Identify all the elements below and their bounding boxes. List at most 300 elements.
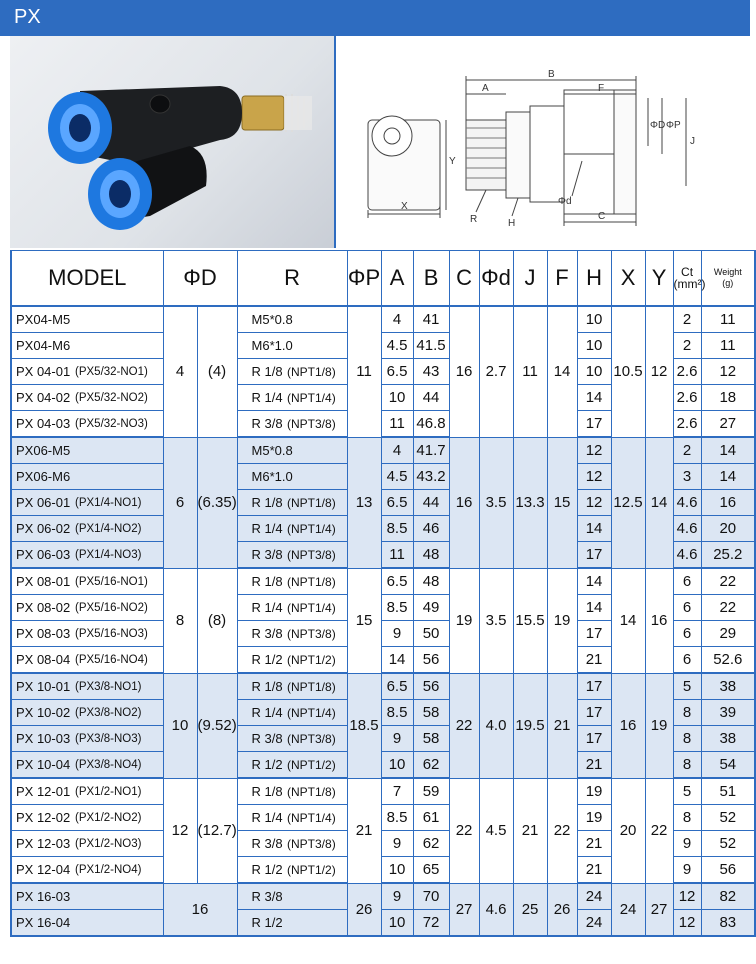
model-cell: PX04-M5 bbox=[11, 306, 75, 333]
drawing-label-a: A bbox=[482, 83, 489, 94]
ct-cell: 2 bbox=[673, 306, 701, 333]
model-cell: PX 06-03 bbox=[11, 542, 75, 569]
dimension-drawing bbox=[336, 36, 740, 248]
h-cell: 10 bbox=[577, 333, 611, 359]
c-cell: 27 bbox=[449, 883, 479, 936]
weight-cell: 83 bbox=[701, 910, 755, 937]
model-cell: PX 08-02 bbox=[11, 595, 75, 621]
weight-cell: 22 bbox=[701, 595, 755, 621]
b-cell: 46 bbox=[413, 516, 449, 542]
b-cell: 65 bbox=[413, 857, 449, 884]
phi-d-cell: 8 bbox=[163, 568, 197, 673]
h-cell: 14 bbox=[577, 568, 611, 595]
b-cell: 62 bbox=[413, 752, 449, 779]
h-cell: 17 bbox=[577, 726, 611, 752]
h-cell: 21 bbox=[577, 752, 611, 779]
weight-cell: 12 bbox=[701, 359, 755, 385]
weight-cell: 27 bbox=[701, 411, 755, 438]
phi-d-small-cell: 3.5 bbox=[479, 437, 513, 568]
weight-cell: 11 bbox=[701, 306, 755, 333]
weight-cell: 52 bbox=[701, 805, 755, 831]
c-cell: 19 bbox=[449, 568, 479, 673]
ct-cell: 6 bbox=[673, 647, 701, 674]
weight-cell: 56 bbox=[701, 857, 755, 884]
npt-cell bbox=[287, 437, 347, 464]
drawing-label-c: C bbox=[598, 211, 606, 222]
h-cell: 17 bbox=[577, 542, 611, 569]
thread-cell: R 3/8 bbox=[237, 621, 287, 647]
phi-d-inch-cell: (12.7) bbox=[197, 778, 237, 883]
model-cell: PX 04-03 bbox=[11, 411, 75, 438]
alt-model-cell: (PX1/4-NO1) bbox=[75, 490, 163, 516]
thread-cell: R 3/8 bbox=[237, 883, 287, 910]
weight-cell: 14 bbox=[701, 464, 755, 490]
b-cell: 72 bbox=[413, 910, 449, 937]
weight-cell: 20 bbox=[701, 516, 755, 542]
j-cell: 13.3 bbox=[513, 437, 547, 568]
thread-cell: M5*0.8 bbox=[237, 437, 287, 464]
alt-model-cell bbox=[75, 910, 163, 937]
npt-cell bbox=[287, 306, 347, 333]
h-cell: 10 bbox=[577, 306, 611, 333]
thread-cell: R 1/2 bbox=[237, 647, 287, 674]
thread-cell: M6*1.0 bbox=[237, 333, 287, 359]
f-cell: 14 bbox=[547, 306, 577, 437]
npt-cell: (NPT1/2) bbox=[287, 752, 347, 779]
header-phi-d: ΦD bbox=[163, 251, 237, 307]
phi-p-cell: 21 bbox=[347, 778, 381, 883]
drawing-label-phi-d-small: Φd bbox=[558, 196, 572, 207]
npt-cell: (NPT1/2) bbox=[287, 647, 347, 674]
a-cell: 11 bbox=[381, 542, 413, 569]
j-cell: 19.5 bbox=[513, 673, 547, 778]
ct-cell: 5 bbox=[673, 778, 701, 805]
drawing-label-h: H bbox=[508, 218, 516, 229]
thread-cell: R 1/4 bbox=[237, 385, 287, 411]
b-cell: 56 bbox=[413, 647, 449, 674]
ct-cell: 12 bbox=[673, 910, 701, 937]
b-cell: 59 bbox=[413, 778, 449, 805]
weight-cell: 51 bbox=[701, 778, 755, 805]
phi-p-cell: 18.5 bbox=[347, 673, 381, 778]
b-cell: 49 bbox=[413, 595, 449, 621]
a-cell: 10 bbox=[381, 910, 413, 937]
alt-model-cell: (PX5/16-NO1) bbox=[75, 568, 163, 595]
a-cell: 8.5 bbox=[381, 700, 413, 726]
phi-d-cell: 12 bbox=[163, 778, 197, 883]
x-cell: 14 bbox=[611, 568, 645, 673]
header-phi-d-small: Φd bbox=[479, 251, 513, 307]
product-photo bbox=[10, 36, 336, 248]
npt-cell bbox=[287, 464, 347, 490]
h-cell: 14 bbox=[577, 595, 611, 621]
h-cell: 10 bbox=[577, 359, 611, 385]
table-header-row bbox=[11, 251, 755, 307]
npt-cell: (NPT3/8) bbox=[287, 726, 347, 752]
b-cell: 50 bbox=[413, 621, 449, 647]
front-view bbox=[368, 116, 456, 218]
npt-cell: (NPT3/8) bbox=[287, 831, 347, 857]
alt-model-cell: (PX1/2-NO4) bbox=[75, 857, 163, 884]
header-weight-unit: (g) bbox=[722, 278, 734, 288]
header-a: A bbox=[381, 251, 413, 307]
model-cell: PX 08-01 bbox=[11, 568, 75, 595]
npt-cell: (NPT1/8) bbox=[287, 359, 347, 385]
a-cell: 11 bbox=[381, 411, 413, 438]
ct-cell: 9 bbox=[673, 831, 701, 857]
alt-model-cell bbox=[75, 883, 163, 910]
ct-cell: 8 bbox=[673, 752, 701, 779]
h-cell: 19 bbox=[577, 778, 611, 805]
drawing-label-r: R bbox=[470, 214, 478, 225]
h-cell: 24 bbox=[577, 883, 611, 910]
model-cell: PX 10-03 bbox=[11, 726, 75, 752]
weight-cell: 22 bbox=[701, 568, 755, 595]
alt-model-cell: (PX1/4-NO2) bbox=[75, 516, 163, 542]
npt-cell: (NPT1/4) bbox=[287, 385, 347, 411]
table-row bbox=[11, 437, 755, 464]
ct-cell: 6 bbox=[673, 621, 701, 647]
alt-model-cell: (PX3/8-NO3) bbox=[75, 726, 163, 752]
weight-cell: 38 bbox=[701, 673, 755, 700]
y-cell: 22 bbox=[645, 778, 673, 883]
ct-cell: 4.6 bbox=[673, 490, 701, 516]
alt-model-cell: (PX5/16-NO4) bbox=[75, 647, 163, 674]
header-c: C bbox=[449, 251, 479, 307]
j-cell: 15.5 bbox=[513, 568, 547, 673]
model-cell: PX 12-04 bbox=[11, 857, 75, 884]
thread-cell: R 1/2 bbox=[237, 910, 287, 937]
alt-model-cell: (PX3/8-NO2) bbox=[75, 700, 163, 726]
b-cell: 44 bbox=[413, 385, 449, 411]
ct-cell: 8 bbox=[673, 805, 701, 831]
h-cell: 14 bbox=[577, 516, 611, 542]
header-b: B bbox=[413, 251, 449, 307]
model-cell: PX04-M6 bbox=[11, 333, 75, 359]
thread-cell: R 1/4 bbox=[237, 595, 287, 621]
a-cell: 4 bbox=[381, 437, 413, 464]
phi-d-small-cell: 4.0 bbox=[479, 673, 513, 778]
b-cell: 44 bbox=[413, 490, 449, 516]
ct-cell: 4.6 bbox=[673, 542, 701, 569]
a-cell: 8.5 bbox=[381, 516, 413, 542]
thread-cell: R 1/8 bbox=[237, 673, 287, 700]
alt-model-cell: (PX1/4-NO3) bbox=[75, 542, 163, 569]
f-cell: 15 bbox=[547, 437, 577, 568]
c-cell: 22 bbox=[449, 673, 479, 778]
a-cell: 4 bbox=[381, 306, 413, 333]
b-cell: 41 bbox=[413, 306, 449, 333]
alt-model-cell: (PX5/16-NO3) bbox=[75, 621, 163, 647]
model-cell: PX 16-04 bbox=[11, 910, 75, 937]
b-cell: 70 bbox=[413, 883, 449, 910]
npt-cell: (NPT1/4) bbox=[287, 700, 347, 726]
b-cell: 61 bbox=[413, 805, 449, 831]
phi-d-cell: 10 bbox=[163, 673, 197, 778]
npt-cell: (NPT1/8) bbox=[287, 778, 347, 805]
thread-cell: M5*0.8 bbox=[237, 306, 287, 333]
a-cell: 8.5 bbox=[381, 805, 413, 831]
alt-model-cell: (PX1/2-NO1) bbox=[75, 778, 163, 805]
npt-cell: (NPT1/8) bbox=[287, 673, 347, 700]
alt-model-cell: (PX1/2-NO2) bbox=[75, 805, 163, 831]
weight-cell: 52 bbox=[701, 831, 755, 857]
alt-model-cell bbox=[75, 306, 163, 333]
b-cell: 56 bbox=[413, 673, 449, 700]
drawing-label-b: B bbox=[548, 69, 555, 80]
model-cell: PX 08-03 bbox=[11, 621, 75, 647]
h-cell: 17 bbox=[577, 411, 611, 438]
ct-cell: 2 bbox=[673, 437, 701, 464]
y-cell: 16 bbox=[645, 568, 673, 673]
b-cell: 41.5 bbox=[413, 333, 449, 359]
header-f: F bbox=[547, 251, 577, 307]
header-x: X bbox=[611, 251, 645, 307]
model-cell: PX 12-02 bbox=[11, 805, 75, 831]
a-cell: 6.5 bbox=[381, 673, 413, 700]
header-j: J bbox=[513, 251, 547, 307]
thread-cell: R 1/8 bbox=[237, 359, 287, 385]
drawing-label-f: F bbox=[598, 83, 605, 94]
a-cell: 8.5 bbox=[381, 595, 413, 621]
alt-model-cell: (PX3/8-NO4) bbox=[75, 752, 163, 779]
a-cell: 10 bbox=[381, 385, 413, 411]
a-cell: 7 bbox=[381, 778, 413, 805]
f-cell: 19 bbox=[547, 568, 577, 673]
ct-cell: 12 bbox=[673, 883, 701, 910]
y-cell: 12 bbox=[645, 306, 673, 437]
weight-cell: 11 bbox=[701, 333, 755, 359]
model-cell: PX 08-04 bbox=[11, 647, 75, 674]
j-cell: 21 bbox=[513, 778, 547, 883]
model-cell: PX 06-02 bbox=[11, 516, 75, 542]
ct-cell: 2.6 bbox=[673, 411, 701, 438]
model-cell: PX 10-04 bbox=[11, 752, 75, 779]
npt-cell bbox=[287, 883, 347, 910]
npt-cell bbox=[287, 910, 347, 937]
header-weight-label: Weight bbox=[713, 267, 742, 277]
header-r: R bbox=[237, 251, 347, 307]
a-cell: 9 bbox=[381, 726, 413, 752]
h-cell: 12 bbox=[577, 464, 611, 490]
y-cell: 19 bbox=[645, 673, 673, 778]
header-phi-p: ΦP bbox=[347, 251, 381, 307]
a-cell: 14 bbox=[381, 647, 413, 674]
model-cell: PX 12-01 bbox=[11, 778, 75, 805]
npt-cell: (NPT3/8) bbox=[287, 542, 347, 569]
phi-d-cell: 16 bbox=[163, 883, 237, 936]
ct-cell: 9 bbox=[673, 857, 701, 884]
phi-d-small-cell: 4.6 bbox=[479, 883, 513, 936]
phi-p-cell: 11 bbox=[347, 306, 381, 437]
x-cell: 16 bbox=[611, 673, 645, 778]
model-cell: PX 06-01 bbox=[11, 490, 75, 516]
npt-cell: (NPT1/4) bbox=[287, 805, 347, 831]
alt-model-cell: (PX5/32-NO1) bbox=[75, 359, 163, 385]
thread-cell: R 1/4 bbox=[237, 516, 287, 542]
table-row bbox=[11, 883, 755, 910]
thread-cell: R 3/8 bbox=[237, 542, 287, 569]
h-cell: 21 bbox=[577, 831, 611, 857]
thread-cell: R 3/8 bbox=[237, 726, 287, 752]
b-cell: 48 bbox=[413, 568, 449, 595]
header-ct bbox=[673, 251, 706, 307]
a-cell: 6.5 bbox=[381, 359, 413, 385]
alt-model-cell bbox=[75, 333, 163, 359]
ct-cell: 5 bbox=[673, 673, 701, 700]
a-cell: 9 bbox=[381, 831, 413, 857]
model-cell: PX 12-03 bbox=[11, 831, 75, 857]
thread-cell: R 3/8 bbox=[237, 831, 287, 857]
header-ct-label: Ct bbox=[681, 265, 694, 279]
h-cell: 21 bbox=[577, 647, 611, 674]
weight-cell: 39 bbox=[701, 700, 755, 726]
ct-cell: 6 bbox=[673, 568, 701, 595]
a-cell: 10 bbox=[381, 752, 413, 779]
a-cell: 10 bbox=[381, 857, 413, 884]
b-cell: 43 bbox=[413, 359, 449, 385]
npt-cell: (NPT1/4) bbox=[287, 516, 347, 542]
drawing-label-y: Y bbox=[449, 156, 456, 167]
phi-d-inch-cell: (4) bbox=[197, 306, 237, 437]
table-row bbox=[11, 673, 755, 700]
h-cell: 19 bbox=[577, 805, 611, 831]
b-cell: 58 bbox=[413, 700, 449, 726]
a-cell: 4.5 bbox=[381, 464, 413, 490]
phi-d-inch-cell: (6.35) bbox=[197, 437, 237, 568]
drawing-label-phi-d: ΦD bbox=[650, 120, 666, 131]
ct-cell: 2.6 bbox=[673, 359, 701, 385]
a-cell: 4.5 bbox=[381, 333, 413, 359]
npt-cell: (NPT1/4) bbox=[287, 595, 347, 621]
c-cell: 22 bbox=[449, 778, 479, 883]
x-cell: 24 bbox=[611, 883, 645, 936]
x-cell: 20 bbox=[611, 778, 645, 883]
y-cell: 14 bbox=[645, 437, 673, 568]
a-cell: 6.5 bbox=[381, 568, 413, 595]
h-cell: 12 bbox=[577, 437, 611, 464]
weight-cell: 14 bbox=[701, 437, 755, 464]
npt-cell: (NPT3/8) bbox=[287, 411, 347, 438]
thread-cell: R 1/4 bbox=[237, 700, 287, 726]
model-cell: PX 16-03 bbox=[11, 883, 75, 910]
weight-cell: 38 bbox=[701, 726, 755, 752]
npt-cell: (NPT1/8) bbox=[287, 568, 347, 595]
h-cell: 17 bbox=[577, 621, 611, 647]
h-cell: 21 bbox=[577, 857, 611, 884]
header-ct-unit: (mm²) bbox=[673, 277, 706, 291]
table-body bbox=[11, 306, 755, 936]
x-cell: 10.5 bbox=[611, 306, 645, 437]
alt-model-cell: (PX1/2-NO3) bbox=[75, 831, 163, 857]
y-cell: 27 bbox=[645, 883, 673, 936]
thread-cell: R 3/8 bbox=[237, 411, 287, 438]
npt-cell: (NPT1/8) bbox=[287, 490, 347, 516]
weight-cell: 82 bbox=[701, 883, 755, 910]
h-cell: 14 bbox=[577, 385, 611, 411]
phi-d-inch-cell: (8) bbox=[197, 568, 237, 673]
h-cell: 12 bbox=[577, 490, 611, 516]
phi-d-small-cell: 3.5 bbox=[479, 568, 513, 673]
weight-cell: 52.6 bbox=[701, 647, 755, 674]
weight-cell: 18 bbox=[701, 385, 755, 411]
phi-p-cell: 13 bbox=[347, 437, 381, 568]
f-cell: 26 bbox=[547, 883, 577, 936]
h-cell: 24 bbox=[577, 910, 611, 937]
alt-model-cell bbox=[75, 464, 163, 490]
a-cell: 9 bbox=[381, 883, 413, 910]
alt-model-cell bbox=[75, 437, 163, 464]
table-row bbox=[11, 306, 755, 333]
phi-d-cell: 6 bbox=[163, 437, 197, 568]
b-cell: 43.2 bbox=[413, 464, 449, 490]
ct-cell: 8 bbox=[673, 700, 701, 726]
weight-cell: 16 bbox=[701, 490, 755, 516]
weight-cell: 54 bbox=[701, 752, 755, 779]
model-cell: PX 04-01 bbox=[11, 359, 75, 385]
b-cell: 41.7 bbox=[413, 437, 449, 464]
drawing-label-x: X bbox=[401, 201, 408, 212]
thread-cell: R 1/2 bbox=[237, 857, 287, 884]
thread-cell: R 1/8 bbox=[237, 490, 287, 516]
phi-d-inch-cell: (9.52) bbox=[197, 673, 237, 778]
header-model: MODEL bbox=[11, 251, 163, 307]
drawing-label-j: J bbox=[690, 136, 695, 147]
b-cell: 48 bbox=[413, 542, 449, 569]
weight-cell: 29 bbox=[701, 621, 755, 647]
a-cell: 9 bbox=[381, 621, 413, 647]
f-cell: 22 bbox=[547, 778, 577, 883]
ct-cell: 2.6 bbox=[673, 385, 701, 411]
ct-cell: 8 bbox=[673, 726, 701, 752]
header-y: Y bbox=[645, 251, 673, 307]
j-cell: 25 bbox=[513, 883, 547, 936]
b-cell: 62 bbox=[413, 831, 449, 857]
side-view bbox=[466, 69, 695, 229]
table-row bbox=[11, 568, 755, 595]
thread-cell: M6*1.0 bbox=[237, 464, 287, 490]
thread-cell: R 1/4 bbox=[237, 805, 287, 831]
npt-cell bbox=[287, 333, 347, 359]
thread-cell: R 1/8 bbox=[237, 778, 287, 805]
header-weight bbox=[701, 251, 755, 307]
header-bar bbox=[0, 0, 750, 36]
weight-cell: 25.2 bbox=[701, 542, 755, 569]
j-cell: 11 bbox=[513, 306, 547, 437]
a-cell: 6.5 bbox=[381, 490, 413, 516]
npt-cell: (NPT3/8) bbox=[287, 621, 347, 647]
table-row bbox=[11, 778, 755, 805]
model-cell: PX 10-01 bbox=[11, 673, 75, 700]
h-cell: 17 bbox=[577, 700, 611, 726]
spec-table bbox=[10, 250, 756, 937]
c-cell: 16 bbox=[449, 306, 479, 437]
thread-cell: R 1/2 bbox=[237, 752, 287, 779]
phi-p-cell: 26 bbox=[347, 883, 381, 936]
phi-p-cell: 15 bbox=[347, 568, 381, 673]
header-h: H bbox=[577, 251, 611, 307]
alt-model-cell: (PX5/32-NO3) bbox=[75, 411, 163, 438]
drawing-label-phi-p: ΦP bbox=[666, 120, 681, 131]
y-fitting-illustration bbox=[10, 36, 334, 248]
phi-d-small-cell: 2.7 bbox=[479, 306, 513, 437]
f-cell: 21 bbox=[547, 673, 577, 778]
model-cell: PX06-M6 bbox=[11, 464, 75, 490]
phi-d-cell: 4 bbox=[163, 306, 197, 437]
model-cell: PX 10-02 bbox=[11, 700, 75, 726]
thread-cell: R 1/8 bbox=[237, 568, 287, 595]
x-cell: 12.5 bbox=[611, 437, 645, 568]
